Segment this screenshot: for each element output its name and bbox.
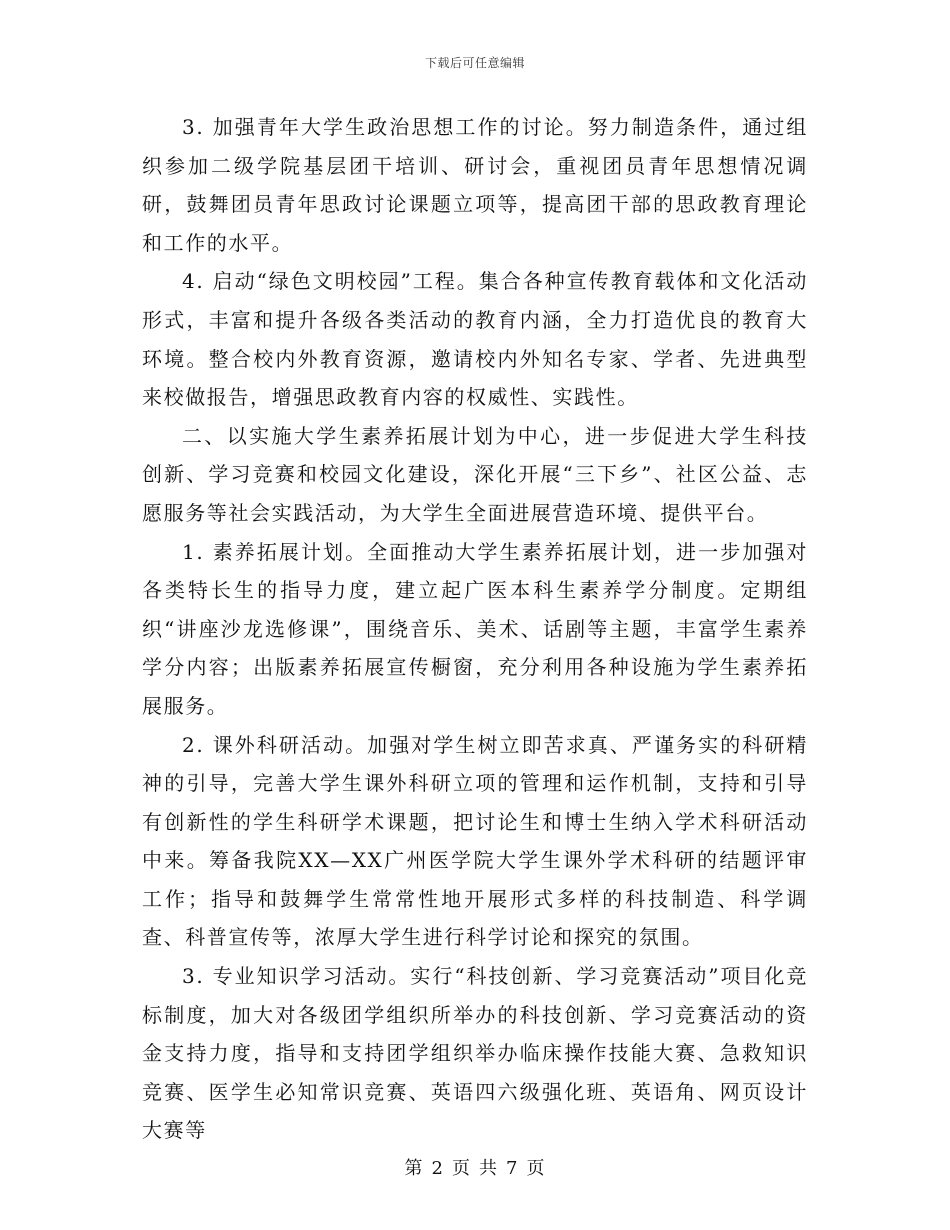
paragraph: 1. 素养拓展计划。全面推动大学生素养拓展计划，进一步加强对各类特长生的指导力度，建立起广医本科生素养学分制度。定期组织“讲座沙龙选修课”，围绕音乐、美术、话剧等主题，丰富学生素养学分内容；出版素养拓展宣传橱窗，充分利用各种设施为学生素养拓展服务。	[142, 539, 808, 718]
page-footer	[0, 1154, 950, 1180]
page-current: 2	[431, 1158, 444, 1179]
paragraph: 3. 专业知识学习活动。实行“科技创新、学习竞赛活动”项目化竞标制度，加大对各级团学组织所举办的科技创新、学习竞赛活动的资金支持力度，指导和支持团学组织举办临床操作技能大赛、急救知识竞赛、医学生必知常识竞赛、英语四六级强化班、英语角、网页设计大赛等	[142, 964, 808, 1143]
paragraph: 2. 课外科研活动。加强对学生树立即苦求真、严谨务实的科研精神的引导，完善大学生课外科研立项的管理和运作机制，支持和引导有创新性的学生科研学术课题，把讨论生和博士生纳入学术科研活动中来。筹备我院XX—XX广州医学院大学生课外学术科研的结题评审工作；指导和鼓舞学生常常性地开展形式多样的科技制造、科学调查、科普宣传等，浓厚大学生进行科学讨论和探究的氛围。	[142, 732, 808, 950]
page-label-unit: 页	[452, 1158, 471, 1179]
page-label-total-unit: 页	[526, 1158, 546, 1179]
paragraph: 二、以实施大学生素养拓展计划为中心，进一步促进大学生科技创新、学习竞赛和校园文化建设，深化开展“三下乡”、社区公益、志愿服务等社会实践活动，为大学生全面进展营造环境、提供平台。	[142, 423, 808, 525]
page-label-total-prefix: 共	[479, 1158, 498, 1179]
paragraph: 3. 加强青年大学生政治思想工作的讨论。努力制造条件，通过组织参加二级学院基层团干培训、研讨会，重视团员青年思想情况调研，鼓舞团员青年思政讨论课题立项等，提高团干部的思政教育理论和工作的水平。	[142, 115, 808, 255]
header-note: 下载后可任意编辑	[424, 56, 525, 70]
paragraph: 4. 启动“绿色文明校园”工程。集合各种宣传教育载体和文化活动形式，丰富和提升各级各类活动的教育内涵，全力打造优良的教育大环境。整合校内外教育资源，邀请校内外知名专家、学者、先进典型来校做报告，增强思政教育内容的权威性、实践性。	[142, 269, 808, 410]
page-label-prefix: 第	[404, 1158, 424, 1179]
page-total: 7	[506, 1158, 519, 1179]
document-body	[142, 108, 808, 1150]
